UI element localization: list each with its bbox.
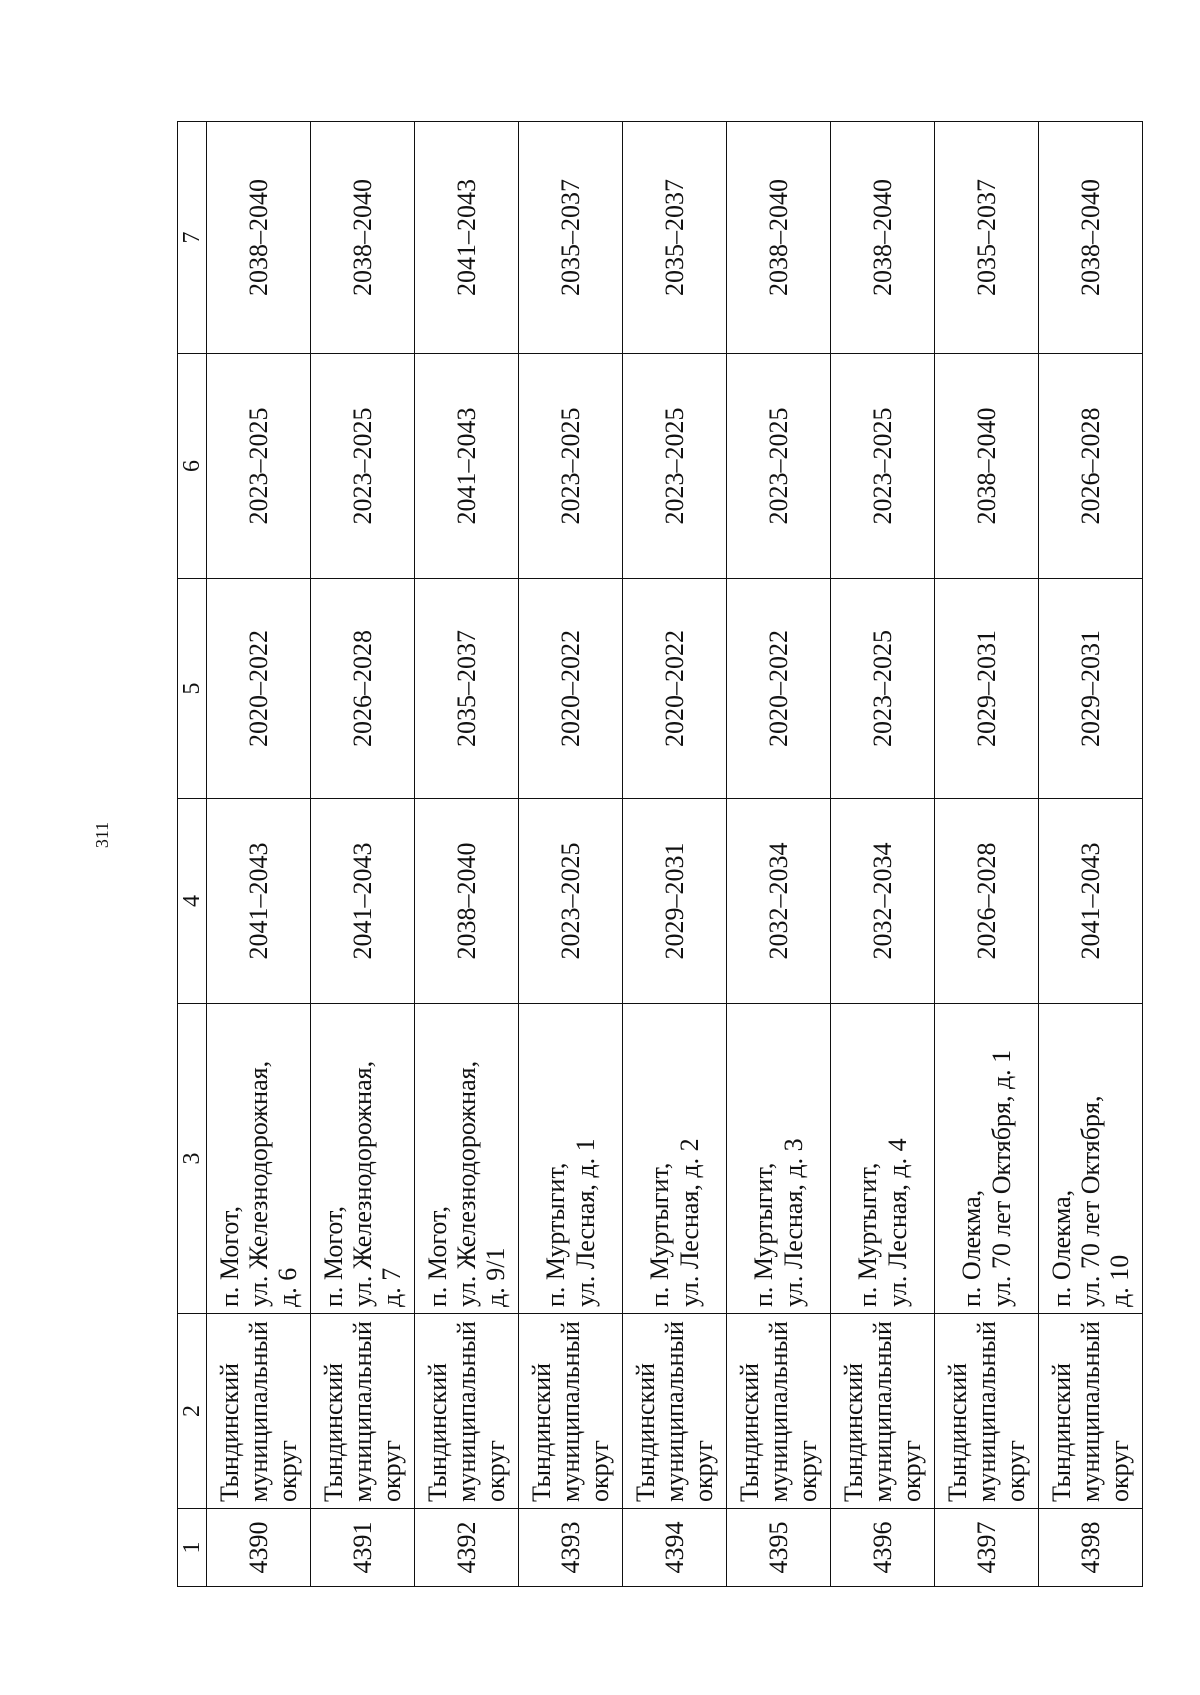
period-cell-col-6 — [727, 354, 831, 579]
period-value: 2026–2028 — [971, 842, 1001, 960]
address-line: п. Могот, — [422, 1206, 452, 1307]
period-cell-col-7 — [935, 122, 1039, 354]
period-value: 2020–2022 — [555, 630, 585, 747]
address-cell — [831, 1004, 935, 1314]
district-line: муниципальный — [1075, 1321, 1105, 1502]
period-value: 2038–2040 — [451, 842, 481, 960]
district-line: округ — [1001, 1440, 1031, 1502]
period-cell-col-4 — [935, 799, 1039, 1004]
district-line: округ — [1105, 1440, 1135, 1502]
address-line: ул. 70 лет Октября, — [1075, 1095, 1105, 1307]
row-number-cell — [935, 1509, 1039, 1587]
period-value: 2038–2040 — [763, 179, 793, 296]
district-line: округ — [481, 1440, 511, 1502]
period-cell-col-4 — [1039, 799, 1143, 1004]
period-value: 2023–2025 — [763, 407, 793, 525]
period-cell-col-4 — [831, 799, 935, 1004]
period-value: 2023–2025 — [555, 407, 585, 525]
column-header-2: 2 — [178, 1314, 207, 1509]
header-row — [178, 122, 207, 1587]
period-value: 2029–2031 — [1075, 630, 1105, 747]
row-number-cell — [415, 1509, 519, 1587]
address-line: ул. Железнодорожная, — [451, 1060, 481, 1307]
period-cell-col-6 — [311, 354, 415, 579]
address-cell — [519, 1004, 623, 1314]
address-cell — [935, 1004, 1039, 1314]
district-line: округ — [377, 1440, 407, 1502]
period-value: 2026–2028 — [1075, 407, 1105, 525]
period-value: 2020–2022 — [659, 630, 689, 747]
address-line: ул. Лесная, д. 4 — [882, 1138, 912, 1307]
district-line: округ — [585, 1440, 615, 1502]
district-line: Тындинский — [838, 1362, 868, 1502]
row-number: 4394 — [659, 1521, 689, 1574]
period-cell-col-7 — [727, 122, 831, 354]
address-cell — [623, 1004, 727, 1314]
period-cell-col-5 — [311, 579, 415, 799]
period-cell-col-6 — [935, 354, 1039, 579]
period-value: 2032–2034 — [763, 842, 793, 960]
row-number-cell — [519, 1509, 623, 1587]
page-number: 311 — [92, 821, 112, 849]
district-cell — [727, 1314, 831, 1509]
district-line: Тындинский — [422, 1362, 452, 1502]
period-cell-col-7 — [311, 122, 415, 354]
table-row — [727, 122, 831, 1587]
district-line: округ — [793, 1440, 823, 1502]
period-cell-col-5 — [935, 579, 1039, 799]
row-number: 4391 — [347, 1521, 377, 1574]
period-cell-col-6 — [623, 354, 727, 579]
address-line: д. 10 — [1105, 1254, 1135, 1307]
row-number-cell — [207, 1509, 311, 1587]
period-value: 2035–2037 — [451, 630, 481, 747]
address-line: д. 6 — [273, 1267, 303, 1307]
period-cell-col-6 — [207, 354, 311, 579]
period-cell-col-7 — [519, 122, 623, 354]
district-line: муниципальный — [555, 1321, 585, 1502]
period-cell-col-7 — [207, 122, 311, 354]
address-line: ул. Лесная, д. 2 — [674, 1138, 704, 1307]
address-line: п. Олекма, — [957, 1189, 987, 1307]
period-value: 2023–2025 — [347, 407, 377, 525]
period-value: 2041–2043 — [1075, 842, 1105, 960]
district-line: Тындинский — [630, 1362, 660, 1502]
address-line: п. Муртыгит, — [541, 1162, 571, 1307]
period-value: 2041–2043 — [451, 179, 481, 296]
address-line: ул. 70 лет Октября, д. 1 — [986, 1049, 1016, 1307]
period-value: 2038–2040 — [1075, 179, 1105, 296]
row-number: 4398 — [1075, 1521, 1105, 1574]
district-line: муниципальный — [243, 1321, 273, 1502]
period-cell-col-5 — [415, 579, 519, 799]
period-cell-col-5 — [727, 579, 831, 799]
district-line: муниципальный — [347, 1321, 377, 1502]
period-cell-col-6 — [1039, 354, 1143, 579]
row-number: 4392 — [451, 1521, 481, 1574]
row-number-cell — [1039, 1509, 1143, 1587]
address-line: п. Могот, — [214, 1206, 244, 1307]
district-cell — [207, 1314, 311, 1509]
address-cell — [207, 1004, 311, 1314]
period-cell-col-6 — [519, 354, 623, 579]
row-number-cell — [831, 1509, 935, 1587]
period-value: 2035–2037 — [971, 179, 1001, 296]
period-value: 2038–2040 — [971, 407, 1001, 525]
period-cell-col-6 — [831, 354, 935, 579]
table-row — [831, 122, 935, 1587]
column-header-6: 6 — [178, 354, 207, 579]
period-value: 2041–2043 — [347, 842, 377, 960]
row-number-cell — [623, 1509, 727, 1587]
district-line: Тындинский — [942, 1362, 972, 1502]
district-cell — [519, 1314, 623, 1509]
period-value: 2023–2025 — [867, 407, 897, 525]
district-line: Тындинский — [1046, 1362, 1076, 1502]
period-cell-col-7 — [831, 122, 935, 354]
table-row — [935, 122, 1039, 1587]
period-cell-col-6 — [415, 354, 519, 579]
period-cell-col-7 — [623, 122, 727, 354]
period-cell-col-5 — [831, 579, 935, 799]
data-table — [177, 121, 1143, 1587]
address-line: п. Могот, — [318, 1206, 348, 1307]
address-line: п. Олекма, — [1046, 1189, 1076, 1307]
row-number: 4393 — [555, 1521, 585, 1574]
period-value: 2026–2028 — [347, 630, 377, 747]
district-line: муниципальный — [451, 1321, 481, 1502]
period-cell-col-7 — [1039, 122, 1143, 354]
district-line: округ — [273, 1440, 303, 1502]
period-cell-col-5 — [623, 579, 727, 799]
district-line: муниципальный — [971, 1321, 1001, 1502]
column-header-5: 5 — [178, 579, 207, 799]
period-value: 2035–2037 — [659, 179, 689, 296]
district-line: округ — [689, 1440, 719, 1502]
table-body — [207, 122, 1143, 1587]
table-row — [1039, 122, 1143, 1587]
district-line: Тындинский — [526, 1362, 556, 1502]
address-cell — [727, 1004, 831, 1314]
period-value: 2038–2040 — [867, 179, 897, 296]
period-cell-col-5 — [1039, 579, 1143, 799]
column-header-1: 1 — [178, 1509, 207, 1587]
period-cell-col-4 — [519, 799, 623, 1004]
column-header-4: 4 — [178, 799, 207, 1004]
table-row — [207, 122, 311, 1587]
period-cell-col-5 — [207, 579, 311, 799]
address-line: п. Муртыгит, — [645, 1162, 675, 1307]
period-value: 2020–2022 — [763, 630, 793, 747]
period-value: 2041–2043 — [451, 407, 481, 525]
address-line: д. 9/1 — [481, 1247, 511, 1307]
column-header-7: 7 — [178, 122, 207, 354]
address-line: ул. Лесная, д. 3 — [778, 1138, 808, 1307]
district-line: округ — [897, 1440, 927, 1502]
district-line: Тындинский — [734, 1362, 764, 1502]
table-row — [519, 122, 623, 1587]
district-cell — [831, 1314, 935, 1509]
table-row — [415, 122, 519, 1587]
rotated-table-container — [177, 122, 1143, 1587]
district-cell — [415, 1314, 519, 1509]
address-line: п. Муртыгит, — [749, 1162, 779, 1307]
period-cell-col-4 — [311, 799, 415, 1004]
period-value: 2029–2031 — [659, 842, 689, 960]
period-cell-col-5 — [519, 579, 623, 799]
row-number: 4397 — [971, 1521, 1001, 1574]
period-value: 2023–2025 — [867, 630, 897, 747]
table-row — [311, 122, 415, 1587]
row-number: 4395 — [763, 1521, 793, 1574]
district-line: Тындинский — [318, 1362, 348, 1502]
address-line: ул. Железнодорожная, — [243, 1060, 273, 1307]
period-cell-col-7 — [415, 122, 519, 354]
period-cell-col-4 — [415, 799, 519, 1004]
period-value: 2041–2043 — [243, 842, 273, 960]
period-cell-col-4 — [207, 799, 311, 1004]
period-value: 2035–2037 — [555, 179, 585, 296]
period-value: 2020–2022 — [243, 630, 273, 747]
address-cell — [415, 1004, 519, 1314]
district-cell — [623, 1314, 727, 1509]
district-line: муниципальный — [763, 1321, 793, 1502]
district-line: Тындинский — [214, 1362, 244, 1502]
address-line: ул. Лесная, д. 1 — [570, 1138, 600, 1307]
column-header-3: 3 — [178, 1004, 207, 1314]
period-value: 2029–2031 — [971, 630, 1001, 747]
address-line: п. Муртыгит, — [853, 1162, 883, 1307]
period-value: 2038–2040 — [243, 179, 273, 296]
table-row — [623, 122, 727, 1587]
period-value: 2032–2034 — [867, 842, 897, 960]
row-number: 4390 — [243, 1521, 273, 1574]
district-cell — [935, 1314, 1039, 1509]
district-line: муниципальный — [659, 1321, 689, 1502]
row-number: 4396 — [867, 1521, 897, 1574]
address-cell — [311, 1004, 415, 1314]
district-cell — [311, 1314, 415, 1509]
address-line: ул. Железнодорожная, — [347, 1060, 377, 1307]
district-line: муниципальный — [867, 1321, 897, 1502]
period-value: 2023–2025 — [243, 407, 273, 525]
period-value: 2023–2025 — [555, 842, 585, 960]
period-cell-col-4 — [727, 799, 831, 1004]
district-cell — [1039, 1314, 1143, 1509]
row-number-cell — [727, 1509, 831, 1587]
period-cell-col-4 — [623, 799, 727, 1004]
period-value: 2038–2040 — [347, 179, 377, 296]
period-value: 2023–2025 — [659, 407, 689, 525]
address-line: д. 7 — [377, 1267, 407, 1307]
row-number-cell — [311, 1509, 415, 1587]
address-cell — [1039, 1004, 1143, 1314]
